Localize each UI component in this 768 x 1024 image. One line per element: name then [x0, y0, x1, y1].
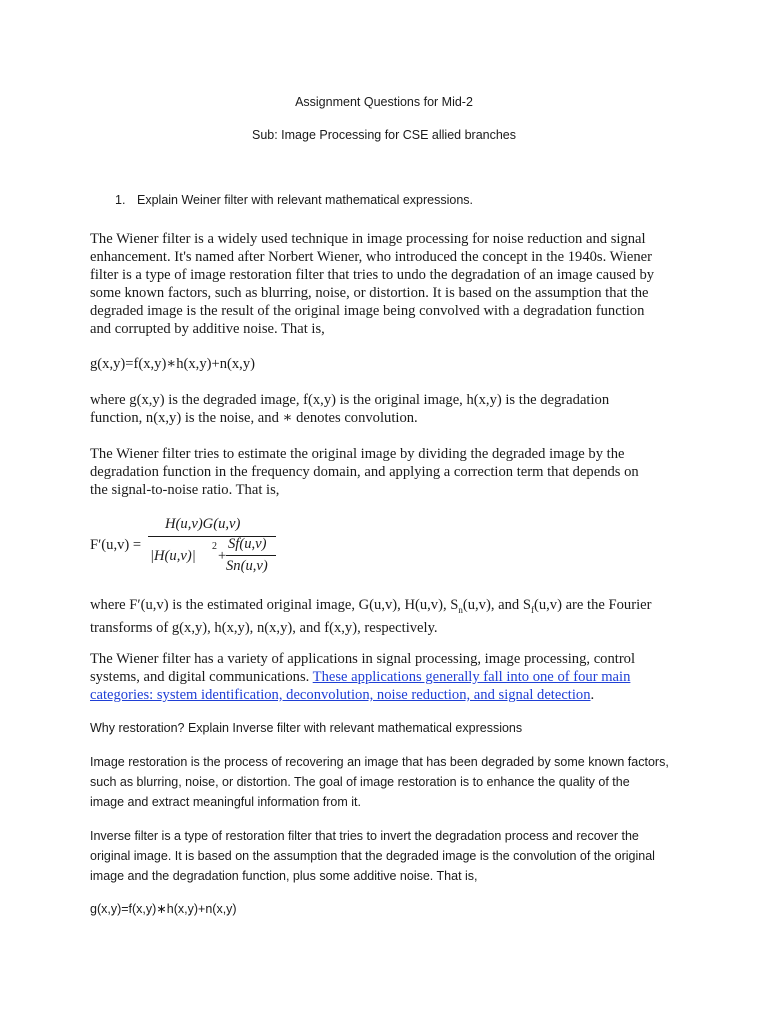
text-segment: .: [590, 687, 595, 703]
question-1-number: 1.: [115, 193, 126, 207]
question-1-text: Explain Weiner filter with relevant mathematical expressions.: [137, 193, 474, 207]
text-line: the signal-to-noise ratio. That is,: [90, 482, 280, 498]
document-title: Assignment Questions for Mid-2: [295, 95, 473, 109]
formula-sub-numerator: Sf(u,v): [228, 536, 267, 552]
text-line: where g(x,y) is the degraded image, f(x,y) is the original image, h(x,y) is the degradation: [90, 392, 610, 408]
text-line: and corrupted by additive noise. That is,: [90, 321, 325, 337]
text-line: [90, 668, 682, 686]
text-line: degraded image is the result of the original image being convolved with a degradation function: [90, 303, 645, 319]
document-subject: Sub: Image Processing for CSE allied branches: [251, 128, 517, 142]
formula-lhs: F′(u,v) =: [90, 537, 142, 553]
wiener-where-paragraph: [90, 391, 682, 427]
restoration-paragraph: [90, 752, 682, 812]
subscript-f: f: [530, 604, 534, 615]
wiener-formula: [90, 510, 290, 580]
text-line: The Wiener filter has a variety of applications in signal processing, image processing, control: [90, 651, 636, 667]
text-line: original image. It is based on the assumption that the degraded image is the convolution of the original: [90, 849, 655, 863]
text-line: filter is a type of image restoration filter that tries to undo the degradation of an image caused by: [90, 267, 655, 283]
text-line: function, n(x,y) is the noise, and ∗ denotes convolution.: [90, 410, 418, 426]
text-line: transforms of g(x,y), h(x,y), n(x,y), and f(x,y), respectively.: [90, 619, 438, 636]
text-segment: (u,v) are the Fourier: [533, 597, 652, 613]
text-line: such as blurring, noise, or distortion. The goal of image restoration is to enhance the quality of the: [90, 775, 630, 789]
formula-sub-denominator: Sn(u,v): [226, 558, 268, 574]
text-line: enhancement. It's named after Norbert Wiener, who introduced the concept in the 1940s. Wiener: [90, 249, 652, 265]
applications-link[interactable]: These applications generally fall into one of four main: [312, 669, 631, 685]
text-segment: where F′(u,v) is the estimated original image, G(u,v), H(u,v), S: [90, 597, 459, 613]
question-2-heading: Why restoration? Explain Inverse filter with relevant mathematical expressions: [90, 721, 523, 735]
wiener-estimate-paragraph: [90, 445, 682, 499]
text-line: The Wiener filter tries to estimate the original image by dividing the degraded image by the: [90, 446, 625, 462]
formula-denominator-magnitude: |H(u,v)|: [150, 548, 196, 564]
sub-fraction-bar: [226, 555, 276, 556]
wiener-applications-paragraph: [90, 650, 682, 704]
text-line: The Wiener filter is a widely used technique in image processing for noise reduction and signal: [90, 231, 646, 247]
formula-exponent: 2: [212, 541, 217, 552]
inverse-filter-paragraph: [90, 826, 682, 886]
text-line: [90, 686, 682, 704]
degradation-equation: g(x,y)=f(x,y)∗h(x,y)+n(x,y): [90, 356, 255, 372]
text-line: image and extract meaningful information from it.: [90, 795, 361, 809]
text-segment: systems, and digital communications.: [90, 669, 313, 685]
formula-numerator: H(u,v)G(u,v): [165, 516, 241, 532]
applications-link-continued[interactable]: categories: system identification, deconvolution, noise reduction, and signal detection: [90, 687, 591, 703]
wiener-intro-paragraph: [90, 230, 682, 338]
inverse-degradation-equation: g(x,y)=f(x,y)∗h(x,y)+n(x,y): [90, 902, 237, 916]
wiener-fourier-paragraph: [90, 596, 682, 637]
text-line: [90, 596, 682, 619]
text-line: degradation function in the frequency domain, and applying a correction term that depends on: [90, 464, 639, 480]
text-line: Image restoration is the process of recovering an image that has been degraded by some known factors,: [90, 755, 669, 769]
formula-plus: +: [218, 548, 227, 564]
text-line: image and the degradation function, plus some additive noise. That is,: [90, 869, 478, 883]
subscript-n: n: [458, 604, 463, 615]
text-line: Inverse filter is a type of restoration filter that tries to invert the degradation process and recover the: [90, 829, 639, 843]
text-line: some known factors, such as blurring, noise, or distortion. It is based on the assumption that the: [90, 285, 649, 301]
text-segment: (u,v), and S: [462, 597, 531, 613]
